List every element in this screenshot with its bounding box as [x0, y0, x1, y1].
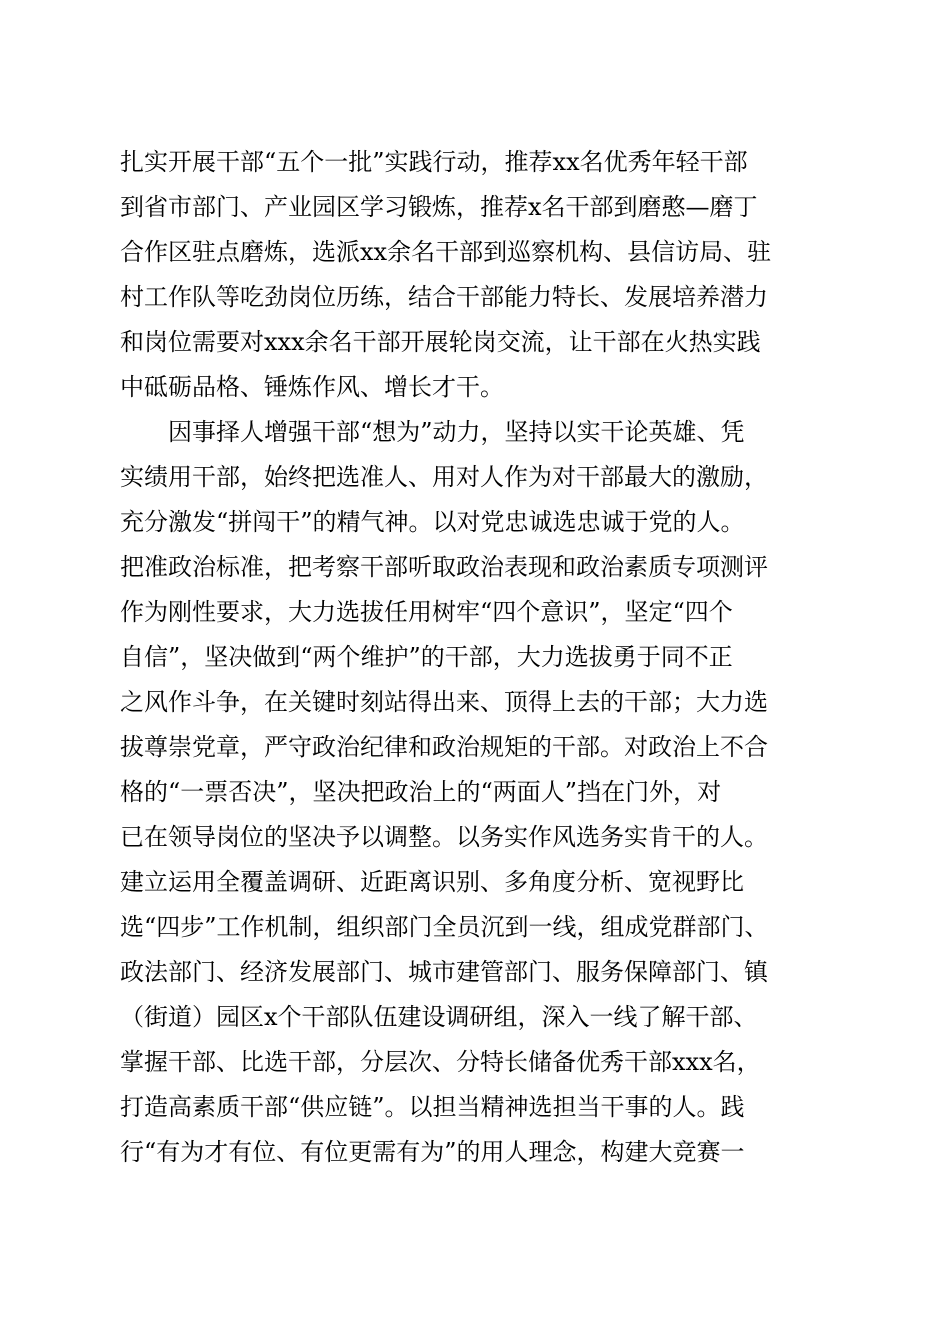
text-line-19: 政法部门、经济发展部门、城市建管部门、服务保障部门、镇 — [120, 958, 768, 986]
text-line-23: 行“有为才有位、有位更需有为”的用人理念，构建大竞赛一 — [120, 1138, 745, 1166]
text-line-2: 到省市部门、产业园区学习锻炼，推荐x名干部到磨憨—磨丁 — [120, 193, 758, 221]
text-line-7: 因事择人增强干部“想为”动力，坚持以实干论英雄、凭 — [168, 418, 745, 446]
text-line-10: 把准政治标准，把考察干部听取政治表现和政治素质专项测评 — [120, 553, 768, 581]
text-line-12: 自信”，坚决做到“两个维护”的干部，大力选拔勇于同不正 — [120, 643, 733, 671]
text-line-6: 中砥砺品格、锤炼作风、增长才干。 — [120, 373, 504, 401]
text-line-21: 掌握干部、比选干部，分层次、分特长储备优秀干部xxx名， — [120, 1048, 761, 1076]
text-line-11: 作为刚性要求，大力选拔任用树牢“四个意识”，坚定“四个 — [120, 598, 733, 626]
text-line-4: 村工作队等吃劲岗位历练，结合干部能力特长、发展培养潜力 — [120, 283, 768, 311]
text-line-9: 充分激发“拼闯干”的精气神。以对党忠诚选忠诚于党的人。 — [120, 508, 745, 536]
text-line-1: 扎实开展干部“五个一批”实践行动，推荐xx名优秀年轻干部 — [120, 148, 748, 176]
text-line-22: 打造高素质干部“供应链”。以担当精神选担当干事的人。践 — [120, 1093, 745, 1121]
text-line-14: 拔尊崇党章，严守政治纪律和政治规矩的干部。对政治上不合 — [120, 733, 768, 761]
text-line-18: 选“四步”工作机制，组织部门全员沉到一线，组成党群部门、 — [120, 913, 769, 941]
text-line-5: 和岗位需要对xxx余名干部开展轮岗交流，让干部在火热实践 — [120, 328, 761, 356]
text-line-3: 合作区驻点磨炼，选派xx余名干部到巡察机构、县信访局、驻 — [120, 238, 772, 266]
text-line-8: 实绩用干部，始终把选准人、用对人作为对干部最大的激励， — [120, 463, 768, 491]
text-line-16: 已在领导岗位的坚决予以调整。以务实作风选务实肯干的人。 — [120, 823, 768, 851]
text-line-17: 建立运用全覆盖调研、近距离识别、多角度分析、宽视野比 — [120, 868, 744, 896]
text-line-15: 格的“一票否决”，坚决把政治上的“两面人”挡在门外，对 — [120, 778, 722, 806]
text-line-13: 之风作斗争，在关键时刻站得出来、顶得上去的干部；大力选 — [120, 688, 768, 716]
text-line-20: （街道）园区x个干部队伍建设调研组，深入一线了解干部、 — [120, 1003, 758, 1031]
